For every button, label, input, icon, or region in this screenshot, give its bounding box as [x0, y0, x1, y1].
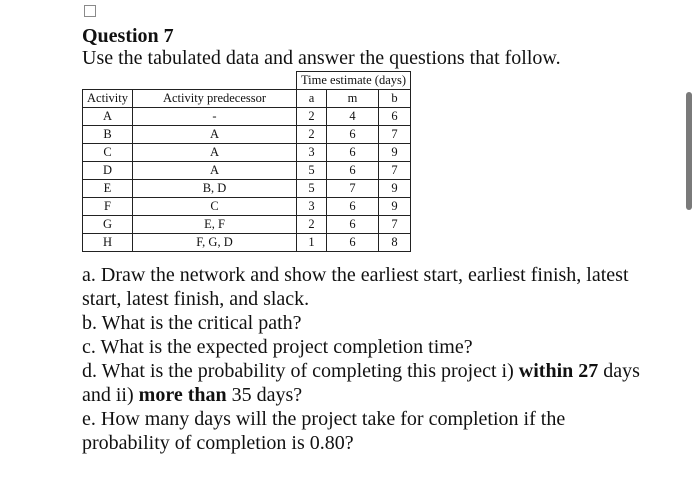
cell-activity: G — [83, 216, 133, 234]
cell-activity: H — [83, 234, 133, 252]
cell-a: 2 — [297, 108, 327, 126]
table-row — [83, 162, 411, 180]
column-header-b: b — [379, 90, 411, 108]
activity-table — [82, 71, 411, 252]
cell-a: 2 — [297, 126, 327, 144]
cell-activity: C — [83, 144, 133, 162]
table-header-spacer — [83, 72, 297, 90]
cell-predecessor: E, F — [133, 216, 297, 234]
cell-m: 6 — [327, 198, 379, 216]
cell-a: 5 — [297, 162, 327, 180]
cell-b: 7 — [379, 126, 411, 144]
question-d-text-2: days and ii) — [82, 360, 640, 406]
question-c: c. What is the expected project completion time? — [82, 336, 473, 358]
cell-predecessor: A — [133, 144, 297, 162]
activity-table-container — [82, 71, 411, 252]
cell-m: 6 — [327, 126, 379, 144]
cell-activity: D — [83, 162, 133, 180]
cell-b: 8 — [379, 234, 411, 252]
time-estimate-header: Time estimate (days) — [297, 72, 411, 90]
cell-a: 2 — [297, 216, 327, 234]
column-header-m: m — [327, 90, 379, 108]
cell-predecessor: A — [133, 126, 297, 144]
question-instruction: Use the tabulated data and answer the questions that follow. — [82, 47, 561, 69]
cell-b: 9 — [379, 144, 411, 162]
table-row — [83, 144, 411, 162]
question-d — [82, 359, 642, 407]
cell-a: 5 — [297, 180, 327, 198]
vertical-scrollbar[interactable] — [686, 92, 692, 210]
cell-activity: F — [83, 198, 133, 216]
cell-m: 7 — [327, 180, 379, 198]
cell-predecessor: - — [133, 108, 297, 126]
table-row — [83, 108, 411, 126]
question-e: e. How many days will the project take for completion if the probability of completion is 0.80? — [82, 408, 566, 454]
cell-predecessor: C — [133, 198, 297, 216]
cell-activity: A — [83, 108, 133, 126]
cell-activity: B — [83, 126, 133, 144]
question-a: a. Draw the network and show the earliest start, earliest finish, latest start, latest finish, and slack. — [82, 264, 629, 310]
table-header-row — [83, 90, 411, 108]
question-d-text-3: 35 days? — [226, 384, 303, 406]
cell-b: 7 — [379, 162, 411, 180]
cell-a: 1 — [297, 234, 327, 252]
table-row — [83, 198, 411, 216]
table-row — [83, 126, 411, 144]
cell-b: 7 — [379, 216, 411, 234]
cell-m: 6 — [327, 162, 379, 180]
cell-predecessor: F, G, D — [133, 234, 297, 252]
cell-m: 6 — [327, 234, 379, 252]
table-row — [83, 180, 411, 198]
question-d-emphasis-1: within 27 — [518, 360, 599, 382]
cell-b: 9 — [379, 180, 411, 198]
question-list — [82, 263, 642, 455]
question-b: b. What is the critical path? — [82, 312, 302, 334]
question-d-text-1: d. What is the probability of completing this project i) — [82, 360, 519, 382]
cell-b: 6 — [379, 108, 411, 126]
cell-predecessor: B, D — [133, 180, 297, 198]
cell-a: 3 — [297, 198, 327, 216]
select-checkbox[interactable] — [84, 5, 96, 17]
cell-b: 9 — [379, 198, 411, 216]
question-d-emphasis-2: more than — [138, 384, 227, 406]
table-row — [83, 234, 411, 252]
cell-a: 3 — [297, 144, 327, 162]
cell-m: 4 — [327, 108, 379, 126]
column-header-predecessor: Activity predecessor — [133, 90, 297, 108]
cell-m: 6 — [327, 144, 379, 162]
cell-activity: E — [83, 180, 133, 198]
cell-m: 6 — [327, 216, 379, 234]
table-group-header-row — [83, 72, 411, 90]
cell-predecessor: A — [133, 162, 297, 180]
column-header-a: a — [297, 90, 327, 108]
table-body — [83, 108, 411, 252]
question-title: Question 7 — [82, 25, 174, 47]
table-row — [83, 216, 411, 234]
column-header-activity: Activity — [83, 90, 133, 108]
